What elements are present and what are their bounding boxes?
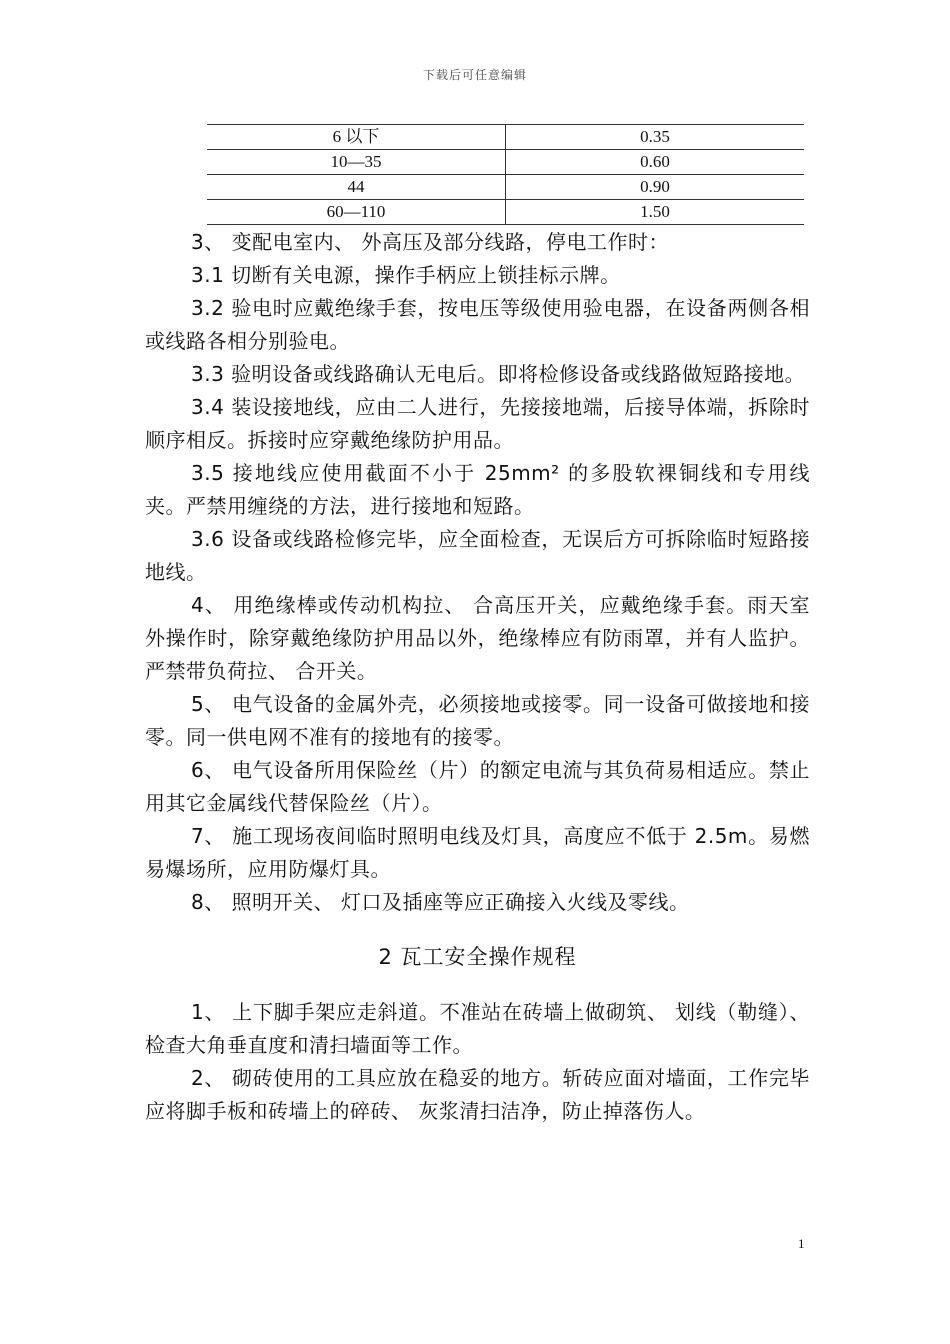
- paragraph-4: 4、 用绝缘棒或传动机构拉、 合高压开关，应戴绝缘手套。雨天室外操作时，除穿戴绝缘防护用品以外，绝缘棒应有防雨罩，并有人监护。严禁带负荷拉、 合开关。: [145, 593, 810, 683]
- table-cell: 0.60: [506, 150, 805, 175]
- table-cell: 0.35: [506, 125, 805, 150]
- table-cell: 44: [207, 175, 506, 200]
- paragraph-3-2: 3.2 验电时应戴绝缘手套，按电压等级使用验电器，在设备两侧各相或线路各相分别验电。: [145, 296, 810, 353]
- paragraph-7: 7、 施工现场夜间临时照明电线及灯具，高度应不低于 2.5m。易燃易爆场所，应用防爆灯具。: [145, 824, 810, 881]
- section2-paragraph-2: 2、 砌砖使用的工具应放在稳妥的地方。斩砖应面对墙面，工作完毕应将脚手板和砖墙上的碎砖、 灰浆清扫洁净，防止掉落伤人。: [145, 1066, 810, 1123]
- table-row: [207, 200, 804, 225]
- table-cell: 10—35: [207, 150, 506, 175]
- paragraph-8: 8、 照明开关、 灯口及插座等应正确接入火线及零线。: [191, 890, 690, 914]
- table-cell: 1.50: [506, 200, 805, 225]
- table-cell: 0.90: [506, 175, 805, 200]
- table-cell: 60—110: [207, 200, 506, 225]
- paragraph-6: 6、 电气设备所用保险丝（片）的额定电流与其负荷易相适应。禁止用其它金属线代替保险丝（片）。: [145, 758, 810, 815]
- section-title: 2 瓦工安全操作规程: [378, 945, 577, 969]
- paragraph-3-5: 3.5 接地线应使用截面不小于 25mm² 的多股软裸铜线和专用线夹。严禁用缠绕的方法，进行接地和短路。: [145, 461, 810, 518]
- paragraph-3-6: 3.6 设备或线路检修完毕，应全面检查，无误后方可拆除临时短路接地线。: [145, 527, 810, 584]
- page-number: 1: [798, 1236, 805, 1251]
- header-note: 下载后可任意编辑: [422, 68, 527, 82]
- table-row: [207, 150, 804, 175]
- table-row: [207, 175, 804, 200]
- paragraph-3-4: 3.4 装设接地线，应由二人进行，先接接地端，后接导体端，拆除时顺序相反。拆接时应穿戴绝缘防护用品。: [145, 395, 810, 452]
- table-row: [207, 125, 804, 150]
- paragraph-3-3: 3.3 验明设备或线路确认无电后。即将检修设备或线路做短路接地。: [191, 362, 806, 386]
- voltage-distance-table: [207, 124, 804, 225]
- paragraph-3-1: 3.1 切断有关电源，操作手柄应上锁挂标示牌。: [191, 263, 621, 287]
- section2-paragraph-1: 1、 上下脚手架应走斜道。不准站在砖墙上做砌筑、 划线（勒缝）、 检查大角垂直度和清扫墙面等工作。: [145, 1000, 810, 1057]
- paragraph-5: 5、 电气设备的金属外壳，必须接地或接零。同一设备可做接地和接零。同一供电网不准有的接地有的接零。: [145, 692, 810, 749]
- document-body: [145, 226, 810, 1128]
- table-cell: 6 以下: [207, 125, 506, 150]
- paragraph-3: 3、 变配电室内、 外高压及部分线路，停电工作时：: [191, 230, 669, 254]
